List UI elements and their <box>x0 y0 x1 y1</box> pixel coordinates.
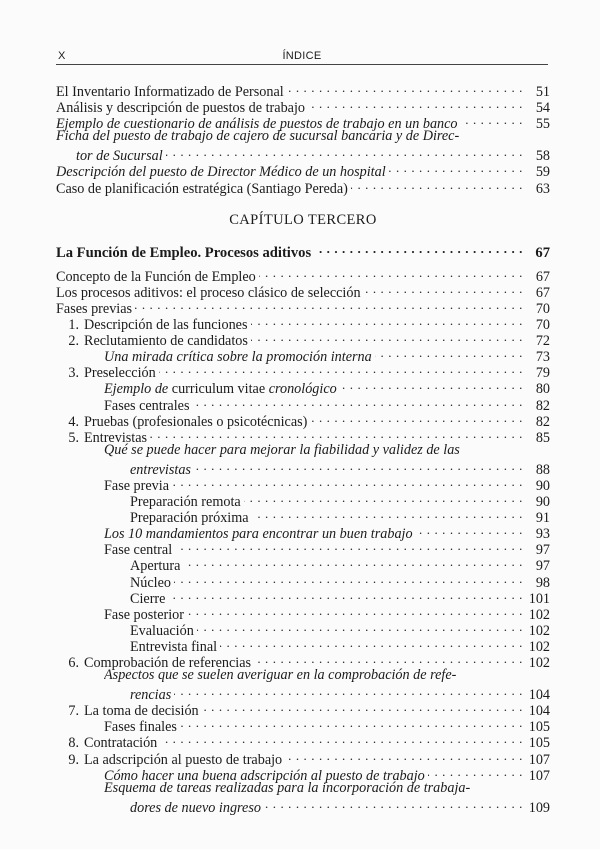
entry-title: Entrevista final <box>130 638 218 655</box>
entry-number: 7. <box>68 703 79 720</box>
leader-dots <box>310 410 523 426</box>
leader-dots <box>287 80 523 96</box>
chapter-title-page: 67 <box>535 244 550 261</box>
entry-page: 82 <box>535 413 550 430</box>
toc-section-previous <box>56 80 550 197</box>
leader-dots <box>340 377 523 393</box>
leader-dots <box>251 313 524 329</box>
entry-page: 88 <box>535 461 550 478</box>
toc-entry <box>56 796 550 816</box>
entry-page: 67 <box>535 268 550 285</box>
entry-title: Aspectos que se suelen averiguar en la comprobación de refe- <box>104 667 457 684</box>
entry-title: Fases previas <box>56 300 133 317</box>
entry-number: 8. <box>68 735 79 752</box>
entry-page: 51 <box>535 84 550 100</box>
toc-section-chapter-three <box>56 265 550 816</box>
leader-dots <box>251 329 523 345</box>
page-number: X <box>58 50 66 62</box>
entry-page: 109 <box>528 799 550 816</box>
entry-page: 67 <box>535 284 550 301</box>
entry-page: 97 <box>535 558 550 575</box>
leader-dots <box>135 297 523 313</box>
leader-dots <box>264 796 523 812</box>
entry-page: 72 <box>535 333 550 350</box>
leader-dots <box>244 490 523 506</box>
toc-entry <box>56 442 550 458</box>
entry-page: 105 <box>528 735 550 752</box>
leader-dots <box>202 699 523 715</box>
entry-number: 6. <box>68 655 79 671</box>
entry-title: Descripción del puesto de Director Médico de un hospital <box>56 164 386 181</box>
entry-page: 79 <box>535 365 550 382</box>
entry-title: Los procesos aditivos: el proceso clásico de selección <box>56 284 361 301</box>
entry-page: 104 <box>528 687 550 704</box>
leader-dots <box>220 635 523 651</box>
entry-page: 102 <box>528 655 550 671</box>
entry-title: tor de Sucursal <box>76 148 163 165</box>
entry-page: 97 <box>535 542 550 559</box>
leader-dots <box>180 715 523 731</box>
entry-page: 91 <box>535 510 550 527</box>
chapter-title-entry <box>56 241 550 261</box>
leader-dots <box>252 506 523 522</box>
chapter-heading: CAPÍTULO TERCERO <box>229 211 377 228</box>
entry-page: 70 <box>535 317 550 334</box>
entry-page: 105 <box>528 719 550 736</box>
entry-title: Fase central <box>104 542 173 559</box>
entry-title: Evaluación <box>130 622 194 639</box>
entry-title: Contratación <box>84 735 158 752</box>
entry-page: 102 <box>528 606 550 623</box>
entry-page: 55 <box>535 116 550 133</box>
running-title: ÍNDICE <box>282 50 322 62</box>
entry-title: Ejemplo de cuestionario de análisis de puestos de trabajo en un banco <box>56 116 458 133</box>
entry-number: 2. <box>68 333 79 350</box>
entry-title: Pruebas (profesionales o psicotécnicas) <box>84 413 308 430</box>
leader-dots <box>183 554 523 570</box>
entry-title: Esquema de tareas realizadas para la incorporación de trabaja- <box>104 779 471 796</box>
entry-title: Entrevistas <box>84 429 148 446</box>
entry-title: Caso de planificación estratégica (Santiago Pereda) <box>56 180 348 197</box>
entry-title: La toma de decisión <box>84 703 199 720</box>
leader-dots <box>259 265 523 281</box>
entry-page: 54 <box>535 100 550 117</box>
toc-entry <box>56 458 550 478</box>
leader-dots <box>166 144 523 160</box>
entry-page: 90 <box>535 477 550 494</box>
toc-entry <box>56 265 550 285</box>
entry-page: 93 <box>535 526 550 543</box>
leader-dots <box>314 241 523 257</box>
leader-dots <box>416 522 523 538</box>
leader-dots <box>197 619 523 635</box>
entry-title: Fases centrales <box>104 397 190 414</box>
leader-dots <box>193 394 524 410</box>
entry-page: 85 <box>535 429 550 446</box>
leader-dots <box>174 683 523 699</box>
toc-entry <box>56 144 550 165</box>
entry-title: El Inventario Informatizado de Personal <box>56 84 284 100</box>
toc-entry <box>56 80 550 100</box>
entry-number: 1. <box>68 317 79 334</box>
entry-title-part: cronológico <box>265 381 337 398</box>
entry-number: 3. <box>68 365 79 382</box>
entry-title: Reclutamiento de candidatos <box>84 333 248 350</box>
entry-title: Análisis y descripción de puestos de trabajo <box>56 100 306 117</box>
leader-dots <box>194 458 523 474</box>
leader-dots <box>160 731 523 747</box>
chapter-title: La Función de Empleo. Procesos aditivos <box>56 244 312 261</box>
entry-page: 98 <box>535 574 550 591</box>
entry-page: 82 <box>535 397 550 414</box>
entry-page: 104 <box>528 703 550 720</box>
toc-entry <box>56 128 550 144</box>
entry-title: La adscripción al puesto de trabajo <box>84 751 283 768</box>
entry-title-part: Ejemplo de <box>104 381 172 398</box>
entry-title: Cierre <box>130 590 166 607</box>
entry-title: Núcleo <box>130 574 171 591</box>
entry-page: 63 <box>535 180 550 197</box>
entry-title: Preparación remota <box>130 494 241 511</box>
entry-number: 9. <box>68 751 79 768</box>
toc-entry <box>56 667 550 683</box>
entry-title: Comprobación de referencias <box>84 655 252 671</box>
entry-number: 5. <box>68 429 79 446</box>
entry-page: 102 <box>528 622 550 639</box>
entry-title: Cómo hacer una buena adscripción al puesto de trabajo <box>104 767 425 784</box>
leader-dots <box>461 112 523 128</box>
leader-dots <box>187 603 523 619</box>
entry-title: Fases finales <box>104 719 177 736</box>
entry-title: Ficha del puesto de trabajo de cajero de sucursal bancaria y de Direc- <box>56 128 460 145</box>
entry-title: rencias <box>130 687 172 704</box>
entry-page: 80 <box>535 381 550 398</box>
leader-dots <box>389 160 523 176</box>
entry-page: 70 <box>535 300 550 317</box>
entry-page: 59 <box>535 164 550 181</box>
leader-dots <box>174 571 523 587</box>
entry-title: Qué se puede hacer para mejorar la fiabilidad y validez de las <box>104 441 460 458</box>
entry-page: 73 <box>535 349 550 366</box>
entry-page: 107 <box>528 767 550 784</box>
leader-dots <box>364 281 523 297</box>
entry-title-part: curriculum vitae <box>171 381 266 398</box>
leader-dots <box>428 764 523 780</box>
entry-title: Apertura <box>130 558 181 575</box>
entry-title: Preselección <box>84 365 156 382</box>
entry-page: 101 <box>528 590 550 607</box>
entry-number: 4. <box>68 413 79 430</box>
running-header <box>56 48 548 65</box>
entry-page: 90 <box>535 494 550 511</box>
leader-dots <box>172 474 523 490</box>
table-of-contents <box>56 80 550 816</box>
leader-dots <box>159 361 523 377</box>
entry-title: entrevistas <box>130 461 191 478</box>
leader-dots <box>351 177 523 193</box>
entry-page: 58 <box>535 148 550 165</box>
entry-page: 107 <box>528 751 550 768</box>
leader-dots <box>308 96 523 112</box>
entry-title: dores de nuevo ingreso <box>130 799 261 816</box>
leader-dots <box>175 538 523 554</box>
leader-dots <box>285 748 523 764</box>
leader-dots <box>150 426 523 442</box>
entry-page: 102 <box>528 638 550 655</box>
entry-title: Fase posterior <box>104 606 184 623</box>
entry-title: Preparación próxima <box>130 510 249 527</box>
entry-title: Los 10 mandamientos para encontrar un buen trabajo <box>104 526 413 543</box>
entry-title: Descripción de las funciones <box>84 317 248 334</box>
toc-entry <box>56 683 550 704</box>
toc-entry <box>56 780 550 796</box>
entry-title: Una mirada crítica sobre la promoción interna <box>104 349 372 366</box>
entry-title: Fase previa <box>104 477 170 494</box>
leader-dots <box>168 587 523 603</box>
leader-dots <box>375 345 523 361</box>
entry-title: Concepto de la Función de Empleo <box>56 268 256 285</box>
leader-dots <box>254 651 523 667</box>
